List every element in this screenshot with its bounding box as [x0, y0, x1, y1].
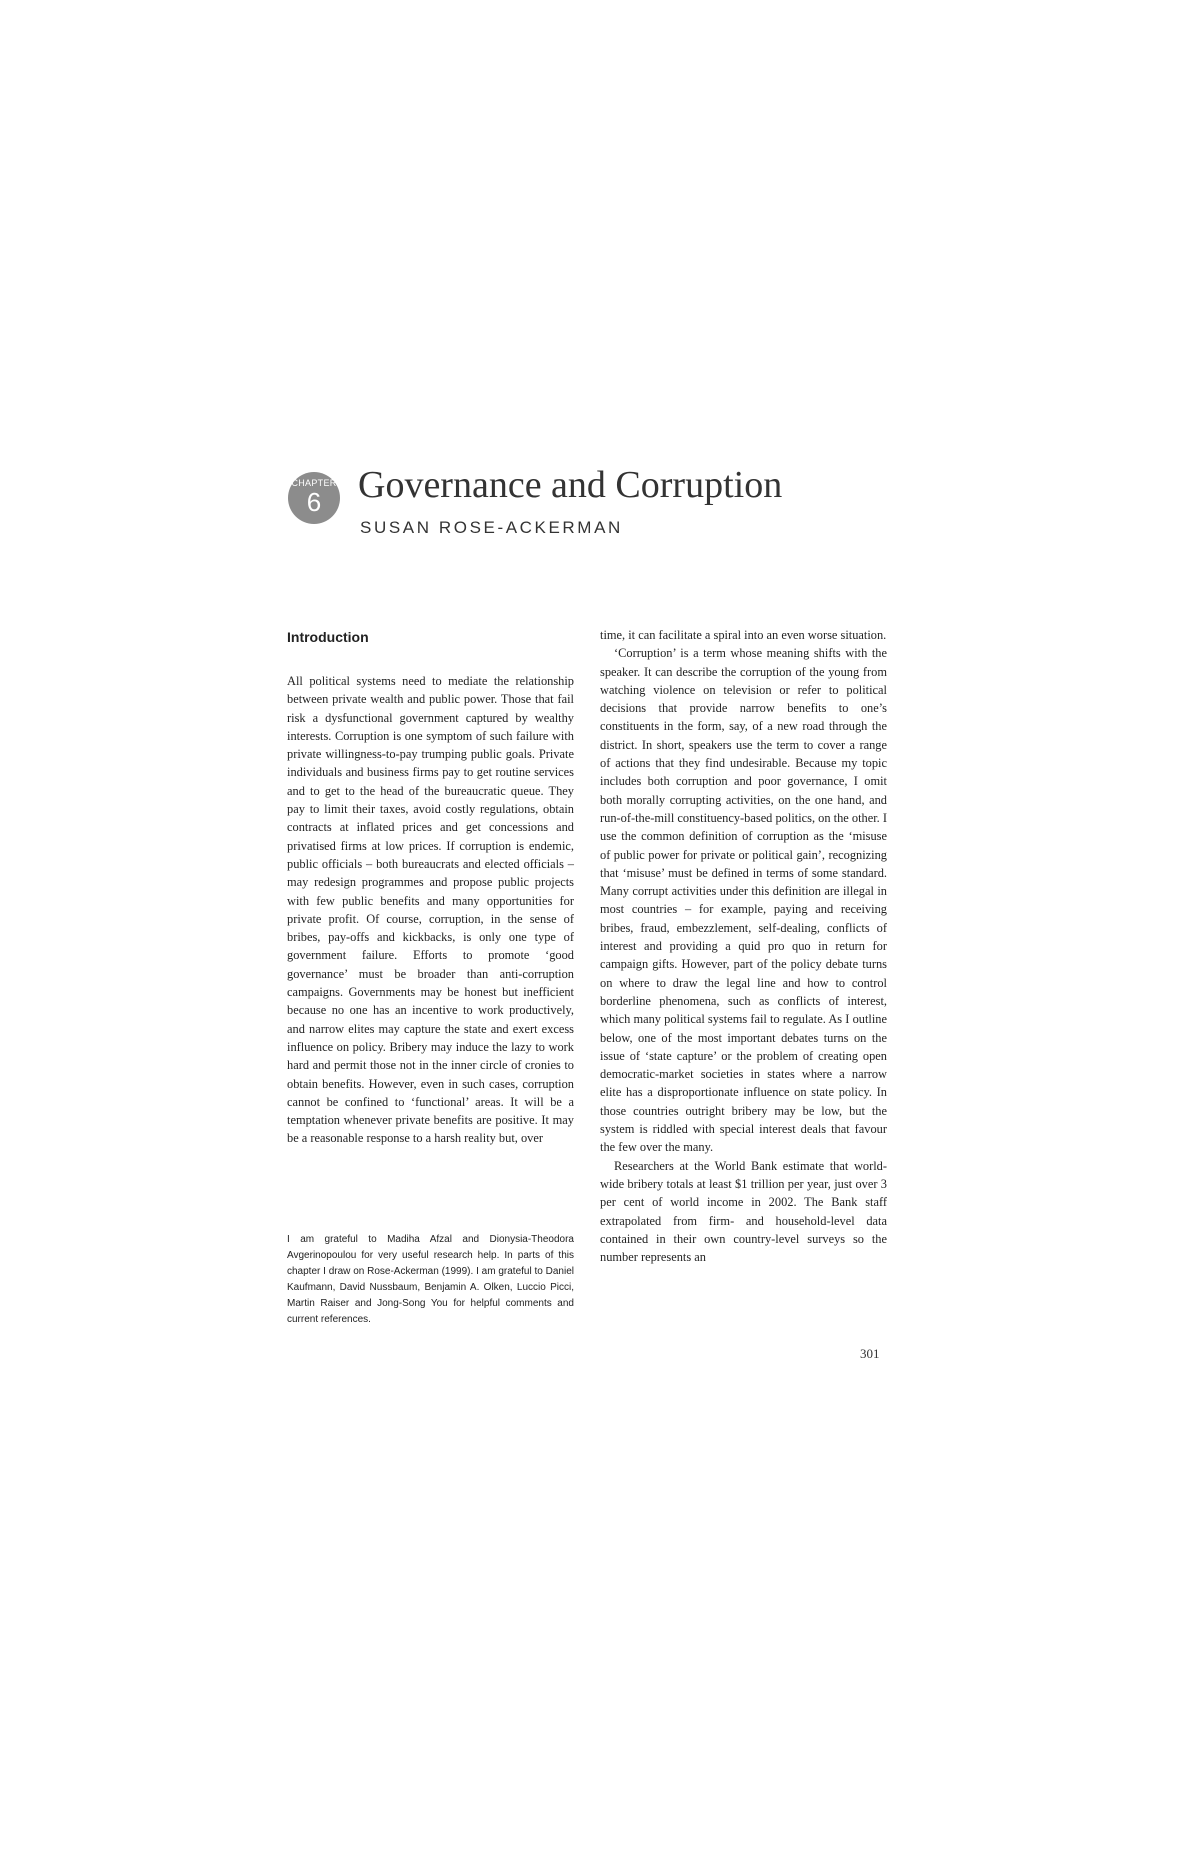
body-paragraph: Researchers at the World Bank estimate that world-wide bribery totals at least $1 trillion per year, just over 3 per cent of world income in 2002. The Bank staff extrapolated from firm- and household-level data contained in their own country-level surveys so the number represents an: [600, 1158, 887, 1265]
page-number: 301: [860, 1346, 880, 1361]
left-column: [287, 628, 574, 1148]
chapter-title: Governance and Corruption: [358, 464, 783, 506]
right-column: [600, 626, 887, 1266]
chapter-label: CHAPTER: [291, 478, 337, 488]
body-paragraph: All political systems need to mediate the relationship between private wealth and public power. Those that fail risk a dysfunctional government captured by wealthy interests. Corruption is one symptom of such failure with private willingness-to-pay trumping public goals. Private individuals and business firms pay to get routine services and to get to the head of the bureaucratic queue. They pay to limit their taxes, avoid costly regulations, obtain contracts at inflated prices and get concessions and privatised firms at low prices. If corruption is endemic, public officials – both bureaucrats and elected officials – may redesign programmes and propose public projects with few public benefits and many opportunities for private profit. Of course, corruption, in the sense of bribes, pay-offs and kickbacks, is only one type of government failure. Efforts to promote ‘good governance’ must be broader than anti-corruption campaigns. Governments may be honest but inefficient because no one has an incentive to work productively, and narrow elites may capture the state and exert excess influence on policy. Bribery may induce the lazy to work hard and permit those not in the inner circle of cronies to obtain benefits. However, even in such cases, corruption cannot be confined to ‘functional’ areas. It will be a temptation whenever private benefits are positive. It may be a reasonable response to a harsh reality but, over: [287, 674, 574, 1146]
footnote: I am grateful to Madiha Afzal and Dionysia-Theodora Avgerinopoulou for very useful research help. In parts of this chapter I draw on Rose-Ackerman (1999). I am grateful to Daniel Kaufmann, David Nussbaum, Benjamin A. Olken, Luccio Picci, Martin Raiser and Jong-Song You for helpful comments and current references.: [287, 1234, 574, 1325]
section-heading: Introduction: [287, 629, 369, 645]
body-paragraph: ‘Corruption’ is a term whose meaning shifts with the speaker. It can describe the corruption of the young from watching violence on television or refer to political decisions that provide narrow benefits to one’s constituents in the form, say, of a new road through the district. In short, speakers use the term to cover a range of actions that they find undesirable. Because my topic includes both corruption and poor governance, I omit both morally corrupting activities, on the one hand, and run-of-the-mill constituency-based politics, on the other. I use the common definition of corruption as the ‘misuse of public power for private or political gain’, recognizing that ‘misuse’ must be defined in terms of some standard. Many corrupt activities under this definition are illegal in most countries – for example, paying and receiving bribes, fraud, embezzlement, self-dealing, conflicts of interest and providing a quid pro quo in return for campaign gifts. However, part of the policy debate turns on where to draw the legal line and how to control borderline phenomena, such as conflicts of interest, which many political systems fail to regulate. As I outline below, one of the most important debates turns on the issue of ‘state capture’ or the problem of creating open democratic-market societies in states where a narrow elite has a disproportionate influence on state policy. In those countries outright bribery may be low, but the system is riddled with special interest deals that favour the few over the many.: [600, 646, 887, 1155]
body-paragraph: time, it can facilitate a spiral into an even worse situation.: [600, 628, 887, 642]
chapter-badge: [288, 472, 340, 524]
chapter-number: 6: [306, 487, 322, 517]
chapter-author: SUSAN ROSE-ACKERMAN: [360, 518, 623, 537]
